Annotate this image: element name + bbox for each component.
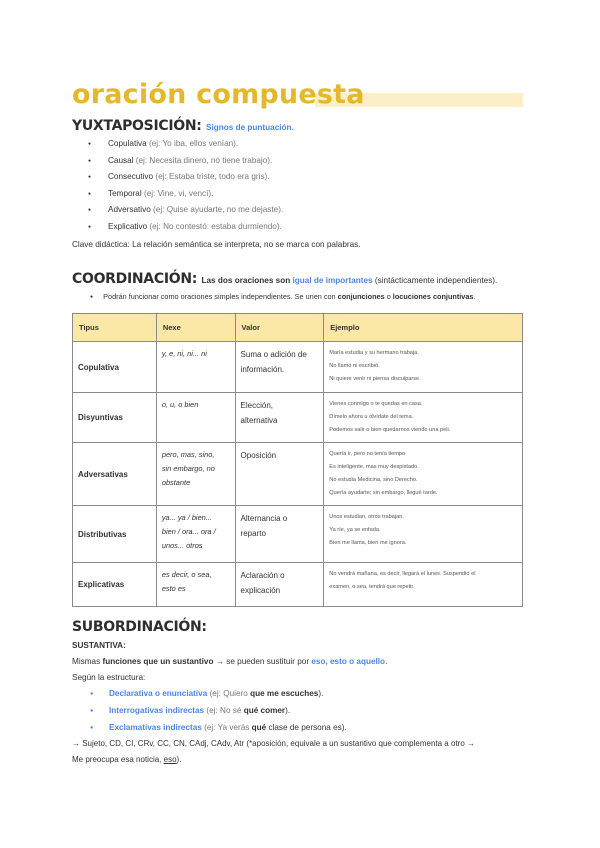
yuxtaposicion-subtitle: Signos de puntuación.: [206, 123, 294, 132]
table-row: [73, 342, 523, 393]
nexe-cell: o, u, o bien: [156, 393, 235, 443]
nexe-cell: ya... ya / bien... bien / ora... ora / unos... otros: [156, 506, 235, 563]
coordinacion-table: [72, 313, 523, 607]
valor-cell: Oposición: [235, 443, 324, 506]
nexe-cell: y, e, ni, ni... ni: [156, 342, 235, 393]
ejemplo-cell: No vendrá mañana, es decir, llegará el lunes. Suspendió el examen, o sea, tendrá que repetir.: [324, 563, 523, 607]
sustantiva-label: SUSTANTIVA:: [72, 641, 126, 650]
header-tipus: Tipus: [73, 314, 157, 342]
table-row: [73, 506, 523, 563]
list-item: ● Copulativa (ej: Yo iba, ellos venían).: [88, 137, 283, 154]
yuxtaposicion-heading: YUXTAPOSICIÓN:: [72, 118, 202, 134]
nexe-cell: pero, mas, sino, sin embargo, no obstante: [156, 443, 235, 506]
valor-cell: Suma o adición de información.: [235, 342, 324, 393]
coordinacion-heading: COORDINACIÓN:: [72, 271, 198, 287]
header-valor: Valor: [235, 314, 324, 342]
valor-cell: Elección, alternativa: [235, 393, 324, 443]
ejemplo-cell: Vienes conmigo o te quedas en casa. Dímelo ahora u olvídate del tema. Podemos salir o bien quedarnos viendo una peli.: [324, 393, 523, 443]
sustantiva-list: [90, 687, 347, 738]
list-item: ● Exclamativas indirectas (ej: Ya verás qué clase de persona es).: [90, 721, 347, 738]
header-nexe: Nexe: [156, 314, 235, 342]
tipus-cell: Disyuntivas: [73, 393, 157, 443]
tipus-cell: Adversativas: [73, 443, 157, 506]
subordinacion-heading: SUBORDINACIÓN:: [72, 619, 207, 635]
yuxtaposicion-note: Clave didáctica: La relación semántica se interpreta, no se marca con palabras.: [72, 240, 361, 249]
list-item: ● Interrogativas indirectas (ej: No sé qué comer).: [90, 704, 347, 721]
ejemplo-cell: María estudia y su hermano trabaja. No llamó ni escribió. Ni quiere venir ni piensa disculparse.: [324, 342, 523, 393]
coordinacion-intro-blue: igual de importantes: [292, 276, 373, 285]
tipus-cell: Distributivas: [73, 506, 157, 563]
table-header-row: [73, 314, 523, 342]
ejemplo-cell: Unos estudian, otros trabajan. Ya ríe, ya se enfada. Bien me llama, bien me ignora.: [324, 506, 523, 563]
sustantiva-line1: Mismas funciones que un sustantivo → se pueden sustituir por eso, esto o aquello.: [72, 657, 388, 666]
ejemplo-cell: Quería ir, pero no tenía tiempo. Es inteligente, mas muy despistado. No estudia Medicina, sino Derecho. Quería ayudarte; sin embargo, llegué tarde.: [324, 443, 523, 506]
list-item: ● Consecutivo (ej: Estaba triste, todo era gris).: [88, 170, 283, 187]
tipus-cell: Explicativas: [73, 563, 157, 607]
yuxtaposicion-heading-row: [72, 117, 294, 135]
title-row: [72, 78, 527, 112]
functions-line2: Me preocupa esa noticia, eso).: [72, 755, 182, 764]
page-title: oración compuesta: [72, 79, 365, 110]
table-row: [73, 563, 523, 607]
table-row: [73, 393, 523, 443]
list-item: ● Causal (ej: Necesita dinero, no tiene trabajo).: [88, 154, 283, 171]
coordinacion-intro-bold: Las dos oraciones son: [201, 276, 291, 285]
valor-cell: Alternancia o reparto: [235, 506, 324, 563]
sustantiva-line2: Según la estructura:: [72, 673, 146, 682]
coordinacion-heading-row: [72, 270, 497, 288]
coordinacion-bullet: ● Podrán funcionar como oraciones simples independientes. Se unen con conjunciones o locuciones conjuntivas.: [90, 292, 476, 301]
valor-cell: Aclaración o explicación: [235, 563, 324, 607]
list-item: ● Explicativo (ej: No contestó: estaba durmiendo).: [88, 220, 283, 237]
header-ejemplo: Ejemplo: [324, 314, 523, 342]
list-item: ● Declarativa o enunciativa (ej: Quiero que me escuches).: [90, 687, 347, 704]
nexe-cell: es decir, o sea, esto es: [156, 563, 235, 607]
functions-line1: → Sujeto, CD, CI, CRv, CC, CN, CAdj, CAdv, Atr (*aposición, equivale a un sustantivo que complementa a otro →: [72, 739, 475, 748]
list-item: ● Temporal (ej: Vine, vi, vencí).: [88, 187, 283, 204]
table-row: [73, 443, 523, 506]
yuxtaposicion-list: [88, 137, 283, 237]
coordinacion-intro-rest: (sintácticamente independientes).: [374, 276, 498, 285]
tipus-cell: Copulativa: [73, 342, 157, 393]
list-item: ● Adversativo (ej: Quise ayudarte, no me dejaste).: [88, 203, 283, 220]
